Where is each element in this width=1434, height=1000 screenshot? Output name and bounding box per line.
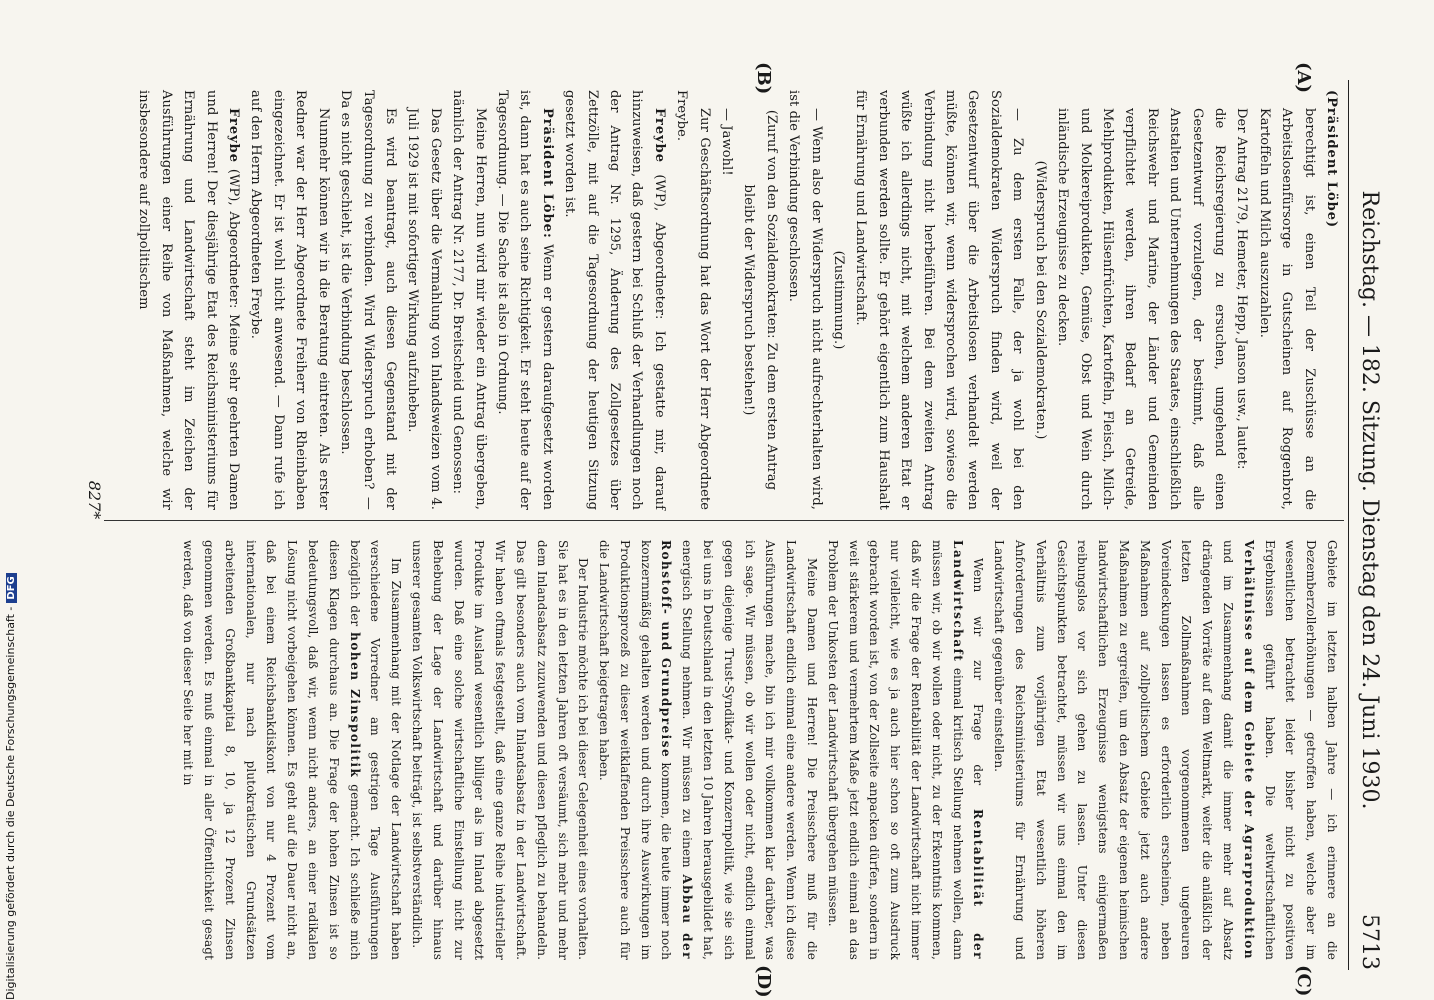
digitization-credit — [4, 0, 24, 1000]
left-column — [132, 90, 1342, 510]
margin-letter-c: (C) — [1293, 965, 1314, 997]
paragraph: Gebiete im letzten halben Jahre — ich erinnere an die Dezemberzollerhöhungen — getroffen haben, welche aber im wesentlichen betrachtet leider bisher nicht zu positiven Ergebnissen geführt haben. Die weltwirtschaftlichen — [1262, 540, 1339, 960]
margin-letter-a: (A) — [1293, 62, 1314, 93]
paragraph: gemacht. Ich schließe mich diesen Klagen durchaus an. Die Frage der hohen Zinsen ist so bedeutungsvoll, daß wir, wenn nicht anders, an einer radikalen Lösung nicht vorbeigehen können. Es geht auf die Dauer nicht an, daß bei einem Reichsbankdiskont von nur 4 Prozent vom internationalen, nur nach plutokratischen Grundsätzen arbeitenden Großbankkapital 8, 10, ja 12 Prozent Zinsen genommen werden. Es muß einmal in aller Öffentlichkeit gesagt werden, daß von dieser Seite her mit in — [181, 540, 362, 961]
paragraph: Meine Damen und Herren! Die Preisschere muß für die Landwirtschaft endlich einmal eine andere werden. Wenn ich diese Ausführungen mache, bin ich mir vollkommen klar darüber, was ich sage. Wir müssen, ob wir wollen oder nicht, endlich einmal gegen diejenige Trust-Syndikat- und Konzernpolitik, wie sie sich bei uns in Deutschland in den letzten 10 Jahren herausgebildet hat, energisch Stellung nehmen. Wir müssen zu einem — [680, 540, 820, 960]
emphasis: hohen Zinspolitik — [347, 632, 362, 779]
paragraph: (WP), Abgeordneter: Ich gestatte mir, darauf hinzuweisen, daß gestern bei Schluß der Verhandlungen noch der Antrag Nr. 1295, Änderung des Zollgesetzes über Zettzölle, mit auf die Tagesordnung der heutigen Sitzung gesetzt worden ist. — [562, 90, 667, 511]
paragraph: (WP), Abgeordneter: Meine sehr geehrten Damen und Herren! Der diesjährige Etat des Reichsministeriums für Ernährung und Landwirtschaft steht im Zeichen der Ausführungen einer Reihe von Maßnahmen, welche wir insbesondere auf zollpolitischem — [136, 90, 242, 510]
right-column — [177, 540, 1342, 960]
margin-letter-b: (B) — [753, 62, 774, 95]
paragraph: berechtigt ist, einen Teil der Zuschüsse an die Arbeitslosenfürsorge in Gutscheinen auf Roggenbrot, Kartoffeln und Milch auszuzahlen. — [1256, 108, 1317, 510]
header-rule — [1348, 80, 1349, 970]
interjection: (Zustimmung.) — [831, 250, 847, 350]
header-title: Reichstag. — 182. Sitzung. Dienstag den 24. Juni 1930. — [1357, 190, 1382, 810]
interjection: (Zuruf von den Sozialdemokraten: Zu dem ersten Antrag bleibt der Widerspruch bestehen!) — [741, 109, 779, 491]
speaker-loebe-2: Präsident Löbe: — [539, 108, 555, 239]
paragraph: Der Antrag 2179, Hemeter, Hepp, Janson usw., lautet: — [1234, 108, 1250, 470]
paragraph: Meine Herren, nun wird mir wieder ein Antrag übergeben, nämlich der Antrag Nr. 2177, Dr. Breitscheid und Genossen: — [450, 90, 488, 510]
paragraph: Der Industrie möchte ich bei dieser Gelegenheit eines vorhalten. Sie hat es in den letzten Jahren oft versäumt, sich mehr und mehr dem Inlandsabsatz zuzuwenden und diesen pfleglich zu behandeln. Das gilt besonders auch vom Inlandsabsatz in der Landwirtschaft. Wir haben oftmals festgestellt, daß eine ganze Reihe industrieller Produkte im Ausland wesentlich billiger als im Inland abgesetzt wurden. Daß eine solche wirtschaftliche Einstellung nicht zur Behebung der Lage der Landwirtschaft und darüber hinaus unserer gesamten Volkswirtschaft beiträgt, ist selbstverständlich. — [409, 540, 591, 960]
paragraph: und im Zusammenhang damit die immer mehr auf Absatz drängenden Vorräte auf dem Weltmarkt, weiter die anläßlich der letzten Zollmaßnahmen vorgenommenen ungeheuren Voreindeckungen lassen es erforderlich erscheinen, neben Maßnahmen auf zollpolitischem Gebiete jetzt auch andere Maßnahmen zu ergreifen, um den Absatz der eigenen heimischen landwirtschaftlichen Erzeugnisse wenigstens einigermaßen reibungslos vor sich gehen zu lassen. Unter diesen Gesichtspunkten betrachtet, müssen wir uns einmal den im Verhältnis zum vorjährigen Etat wesentlich höheren Anforderungen des Reichsministeriums für Ernährung und Landwirtschaft gegenüber einstellen. — [992, 540, 1236, 960]
page-footer-mark: 827* — [85, 480, 104, 520]
column-divider — [104, 520, 1344, 521]
quoted-motion: die Reichsregierung zu ersuchen, umgehend einen Gesetzentwurf vorzulegen, der bestimmt, daß alle Anstalten und Unternehmungen des Staates, einschließlich Reichswehr und Marine, der Länder und Gemeinden verpflichtet werden, ihren Bedarf an Getreide, Mehlprodukten, Hülsenfrüchten, Kartoffeln, Fleisch, Milch- und Molkereiprodukten, Gemüse, Obst und Wein durch inländische Erzeugnisse zu decken. — [1055, 108, 1227, 510]
paragraph: — Wenn also der Widerspruch nicht aufrechterhalten wird, ist die Verbindung geschlossen. — [786, 90, 824, 510]
paragraph: Zur Geschäftsordnung hat das Wort der Herr Abgeordnete Freybe. — [674, 90, 712, 510]
paragraph: — Zu dem ersten Falle, der ja wohl bei den Sozialdemokraten Widerspruch finden wird, weil der Gesetzentwurf über die Arbeitslosen verhandelt werden müßte, können wir, wenn widersprochen wird, sowieso die Verbindung nicht herbeiführen. Bei dem zweiten Antrag wüßte ich allerdings nicht, mit welchem anderen Etat er verbunden werden sollte. Er gehört eigentlich zum Haushalt für Ernährung und Landwirtschaft. — [853, 90, 1026, 510]
dfg-logo: DFG — [6, 573, 17, 602]
emphasis: Abbau der Rohstoff- und Grundpreise — [659, 540, 695, 960]
paragraph: Wenn er gestern daraufgesetzt worden ist, dann hat es auch seine Richtigkeit. Er steht heute auf der Tagesordnung. — Die Sache ist also in Ordnung. — [494, 90, 555, 511]
margin-letter-d: (D) — [753, 965, 774, 998]
paragraph: kommen, die heute immer noch konzernmäßig gehalten werden und durch ihre Auswirkungen im Produktionsprozeß zu dieser weitklaffenden Preisschere auch für die Landwirtschaft beigetragen haben. — [597, 540, 674, 960]
quoted-motion: Das Gesetz über die Vermahlung von Inlandsweizen vom 4. Juli 1929 ist mit sofortiger Wirkung aufzuheben. — [405, 108, 443, 510]
emphasis: Verhältnisse auf dem Gebiete der Agrarproduktion — [1241, 540, 1256, 960]
speaker-freybe-2: Freybe — [226, 108, 242, 164]
interjection: (Widerspruch bei den Sozialdemokraten.) — [1032, 160, 1048, 440]
paragraph: Es wird beantragt, auch diesen Gegenstand mit der Tagesordnung zu verbinden. Wird Widerspruch erhoben? — Da es nicht geschieht, ist die Verbindung beschlossen. — [338, 90, 398, 510]
speaker-freybe-1: Freybe — [651, 108, 667, 164]
emphasis: Rentabilität der Landwirtschaft — [950, 540, 986, 960]
header-page-number: 5713 — [1357, 914, 1382, 970]
paragraph: — Jawohl! — [719, 108, 735, 176]
page-header — [1352, 0, 1382, 1000]
credit-text: Digitalisierung gefördert durch die Deutsche Forschungsgemeinschaft - — [4, 606, 17, 1000]
paragraph: Im Zusammenhang mit der Notlage der Landwirtschaft haben verschiedene Vorredner am gestrigen Tage Ausführungen bezüglich der — [347, 540, 404, 960]
paragraph: Wenn wir zur Frage der — [971, 558, 986, 786]
speaker-loebe-1: (Präsident Löbe) — [1324, 90, 1339, 229]
paragraph: Nunmehr können wir in die Beratung eintreten. Als erster Redner war der Herr Abgeordnete Freiherr von Rheinbaben eingezeichnet. Er ist wohl nicht anwesend. — Dann rufe ich auf den Herrn Abgeordneten Freybe. — [248, 90, 331, 510]
paragraph: einmal kritisch Stellung nehmen wollen, dann müssen wir, ob wir wollen oder nicht, zu der Erkenntnis kommen, daß wir die Frage der Rentabilität der Landwirtschaft nicht immer nur vielleicht, wie es ja auch hier schon so oft zum Ausdruck gebracht worden ist, von der Zollseite anpacken dürfen, sondern in weit stärkerem und vermehrtem Maße jetzt endlich einmal an das Problem der Unkosten der Landwirtschaft übergehen müssen. — [825, 540, 965, 960]
